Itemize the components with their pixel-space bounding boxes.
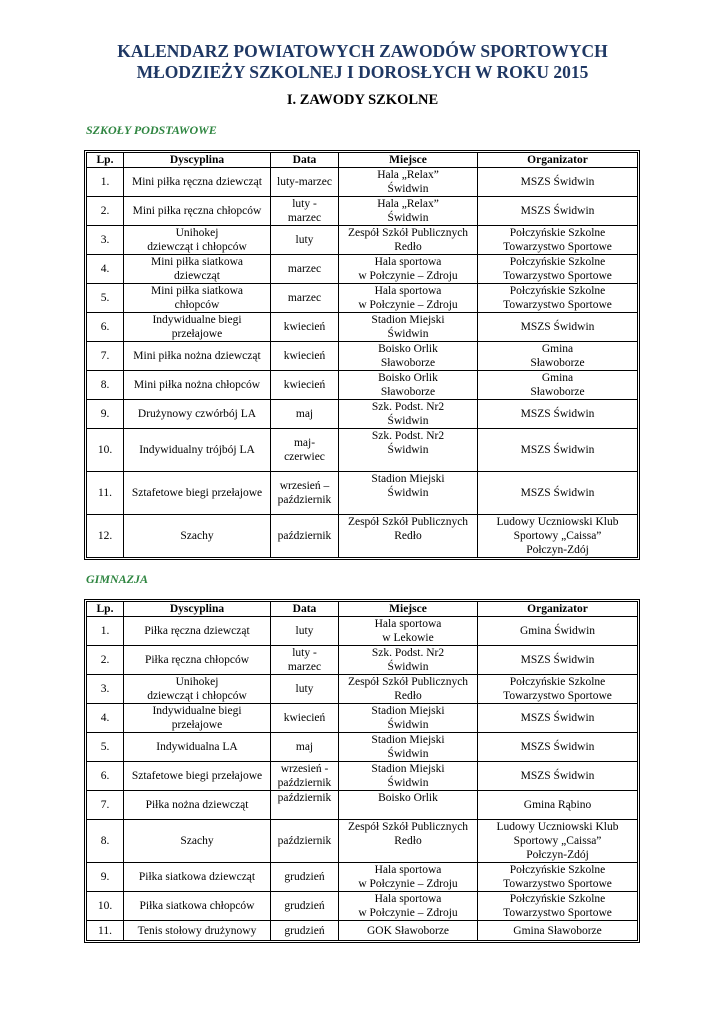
cell-miejsce (339, 617, 478, 646)
cell-dyscyplina (124, 675, 271, 704)
cell-dyscyplina (124, 313, 271, 342)
cell-lp-text: 7. (100, 350, 110, 362)
column-header-data: Data (271, 153, 339, 168)
cell-miejsce (339, 226, 478, 255)
cell-dyscyplina (124, 704, 271, 733)
cell-dyscyplina (124, 429, 271, 472)
cell-organizator (478, 762, 638, 791)
cell-lp (87, 704, 124, 733)
section-heading: I. ZAWODY SZKOLNE (286, 92, 439, 108)
cell-dyscyplina (124, 791, 271, 820)
cell-miejsce-text: Zespół Szkół Publicznych Redło (347, 516, 469, 542)
cell-lp (87, 675, 124, 704)
table-row (87, 921, 638, 941)
table-header-row (87, 153, 638, 168)
cell-miejsce-text: Hala sportowa w Połczynie – Zdroju (358, 285, 458, 311)
column-header-lp: Lp. (87, 602, 124, 617)
table-row (87, 255, 638, 284)
cell-data-text: kwiecień (283, 350, 326, 362)
cell-data (271, 762, 339, 791)
table-row (87, 371, 638, 400)
cell-organizator-text: Połczyńskie Szkolne Towarzystwo Sportowe (503, 256, 612, 282)
cell-dyscyplina-text: Piłka ręczna chłopców (144, 654, 250, 666)
cell-lp (87, 342, 124, 371)
cell-lp (87, 226, 124, 255)
cell-dyscyplina (124, 342, 271, 371)
cell-miejsce-text: Hala „Relax” Świdwin (377, 169, 439, 195)
cell-organizator-text: MSZS Świdwin (520, 408, 595, 420)
cell-data (271, 371, 339, 400)
cell-dyscyplina (124, 762, 271, 791)
column-header-organizator: Organizator (478, 153, 638, 168)
column-header-dyscyplina: Dyscyplina (124, 602, 271, 617)
cell-data (271, 921, 339, 941)
cell-organizator (478, 371, 638, 400)
cell-data (271, 400, 339, 429)
cell-miejsce-text: Szk. Podst. Nr2 Świdwin (371, 430, 445, 456)
cell-dyscyplina (124, 371, 271, 400)
column-header-organizator: Organizator (478, 602, 638, 617)
cell-lp-text: 7. (100, 799, 110, 811)
cell-data-text: wrzesień - październik (277, 763, 332, 789)
cell-miejsce (339, 197, 478, 226)
cell-organizator-text: MSZS Świdwin (520, 176, 595, 188)
cell-dyscyplina (124, 863, 271, 892)
cell-miejsce (339, 284, 478, 313)
cell-miejsce (339, 762, 478, 791)
cell-data (271, 197, 339, 226)
cell-data-text: marzec (287, 263, 322, 275)
cell-dyscyplina-text: Tenis stołowy drużynowy (137, 924, 257, 937)
table-row (87, 313, 638, 342)
cell-organizator-text: MSZS Świdwin (520, 741, 595, 753)
cell-lp (87, 733, 124, 762)
cell-miejsce (339, 646, 478, 675)
cell-data-text: grudzień (284, 900, 325, 912)
table-row (87, 342, 638, 371)
cell-dyscyplina (124, 284, 271, 313)
cell-data-text: grudzień (284, 924, 325, 937)
cell-data (271, 284, 339, 313)
cell-data (271, 733, 339, 762)
table-podstawowe (86, 152, 638, 558)
cell-organizator (478, 515, 638, 558)
cell-dyscyplina-text: Indywidualna LA (156, 741, 238, 753)
cell-lp (87, 892, 124, 921)
cell-dyscyplina (124, 226, 271, 255)
cell-miejsce-text: Stadion Miejski Świdwin (371, 763, 445, 789)
cell-lp-text: 8. (100, 379, 110, 391)
cell-dyscyplina (124, 255, 271, 284)
cell-organizator-text: Połczyńskie Szkolne Towarzystwo Sportowe (503, 227, 612, 253)
cell-miejsce (339, 342, 478, 371)
cell-organizator-text: MSZS Świdwin (520, 444, 595, 456)
cell-lp (87, 284, 124, 313)
cell-data (271, 617, 339, 646)
table-row (87, 197, 638, 226)
cell-dyscyplina-text: Mini piłka ręczna dziewcząt (132, 176, 262, 188)
table-row (87, 472, 638, 515)
column-header-lp: Lp. (87, 153, 124, 168)
section-label-podstawowe: SZKOŁY PODSTAWOWE (86, 123, 217, 137)
cell-data (271, 255, 339, 284)
cell-dyscyplina-text: Mini piłka nożna dziewcząt (133, 350, 261, 362)
cell-miejsce-text: Hala sportowa w Połczynie – Zdroju (358, 256, 458, 282)
cell-miejsce-text: Boisko Orlik Sławoborze (378, 343, 438, 369)
cell-lp (87, 255, 124, 284)
cell-data (271, 892, 339, 921)
cell-organizator (478, 284, 638, 313)
cell-organizator (478, 313, 638, 342)
cell-miejsce (339, 820, 478, 863)
cell-organizator-text: MSZS Świdwin (520, 770, 595, 782)
table-row (87, 762, 638, 791)
cell-miejsce (339, 472, 478, 515)
table-row (87, 675, 638, 704)
cell-lp (87, 820, 124, 863)
cell-miejsce (339, 400, 478, 429)
cell-organizator-text: Gmina Sławoborze (530, 343, 585, 369)
cell-dyscyplina (124, 197, 271, 226)
cell-data-text: luty - marzec (287, 198, 322, 224)
table-row (87, 863, 638, 892)
cell-organizator (478, 733, 638, 762)
cell-miejsce-text: Stadion Miejski Świdwin (371, 734, 445, 760)
cell-data-text: październik (277, 835, 332, 847)
cell-data (271, 646, 339, 675)
cell-data-text: marzec (287, 292, 322, 304)
table-row (87, 429, 638, 472)
cell-miejsce (339, 168, 478, 197)
cell-organizator (478, 646, 638, 675)
table-row (87, 617, 638, 646)
cell-lp-text: 6. (100, 770, 110, 782)
cell-dyscyplina (124, 646, 271, 675)
cell-data-text: maj- czerwiec (284, 437, 325, 463)
cell-lp-text: 2. (100, 205, 110, 217)
cell-lp-text: 5. (100, 741, 110, 753)
cell-dyscyplina-text: Piłka siatkowa dziewcząt (138, 871, 256, 883)
cell-dyscyplina-text: Mini piłka ręczna chłopców (132, 205, 262, 217)
cell-miejsce-text: GOK Sławoborze (366, 924, 450, 937)
cell-data (271, 313, 339, 342)
table-row (87, 646, 638, 675)
cell-dyscyplina-text: Indywidualny trójbój LA (139, 444, 255, 456)
cell-lp-text: 10. (97, 900, 113, 912)
cell-lp-text: 12. (97, 530, 113, 542)
cell-dyscyplina-text: Sztafetowe biegi przełajowe (131, 770, 263, 782)
cell-dyscyplina-text: Unihokej dziewcząt i chłopców (147, 227, 247, 253)
cell-miejsce-text: Hala sportowa w Lekowie (374, 618, 442, 644)
cell-lp (87, 197, 124, 226)
cell-dyscyplina-text: Szachy (180, 835, 214, 847)
table-row (87, 820, 638, 863)
cell-data-text: kwiecień (283, 379, 326, 391)
cell-lp (87, 515, 124, 558)
cell-miejsce-text: Stadion Miejski Świdwin (371, 473, 445, 499)
cell-data (271, 820, 339, 863)
cell-data (271, 472, 339, 515)
document-title-line2: MŁODZIEŻY SZKOLNEJ I DOROSŁYCH W ROKU 2015 (136, 62, 589, 82)
cell-lp-text: 6. (100, 321, 110, 333)
table-row (87, 733, 638, 762)
cell-lp-text: 2. (100, 654, 110, 666)
cell-dyscyplina-text: Piłka ręczna dziewcząt (144, 625, 250, 637)
cell-dyscyplina (124, 892, 271, 921)
cell-organizator-text: MSZS Świdwin (520, 205, 595, 217)
cell-miejsce (339, 921, 478, 941)
cell-dyscyplina (124, 515, 271, 558)
cell-organizator-text: Gmina Sławoborze (513, 924, 602, 937)
cell-miejsce (339, 704, 478, 733)
cell-lp (87, 429, 124, 472)
cell-dyscyplina-text: Mini piłka siatkowa dziewcząt (151, 256, 243, 282)
cell-data-text: wrzesień – październik (277, 480, 332, 506)
cell-lp-text: 9. (100, 871, 110, 883)
cell-miejsce-text: Szk. Podst. Nr2 Świdwin (371, 401, 445, 427)
cell-dyscyplina-text: Indywidualne biegi przełajowe (152, 314, 242, 340)
cell-miejsce-text: Zespół Szkół Publicznych Redło (347, 676, 469, 702)
cell-organizator (478, 863, 638, 892)
cell-lp-text: 11. (98, 487, 112, 499)
cell-data (271, 429, 339, 472)
cell-organizator-text: Ludowy Uczniowski Klub Sportowy „Caissa” Połczyn-Zdój (496, 821, 619, 861)
cell-organizator-text: Połczyńskie Szkolne Towarzystwo Sportowe (503, 676, 612, 702)
cell-lp-text: 11. (98, 924, 112, 937)
cell-dyscyplina-text: Piłka siatkowa chłopców (139, 900, 255, 912)
cell-data-text: luty (295, 625, 314, 637)
cell-lp (87, 313, 124, 342)
cell-lp-text: 1. (100, 176, 110, 188)
cell-miejsce-text: Hala „Relax” Świdwin (377, 198, 439, 224)
cell-miejsce-text: Stadion Miejski Świdwin (371, 705, 445, 731)
cell-organizator (478, 791, 638, 820)
cell-data (271, 515, 339, 558)
cell-miejsce-text: Boisko Orlik Sławoborze (378, 372, 438, 398)
cell-miejsce (339, 255, 478, 284)
cell-dyscyplina-text: Piłka nożna dziewcząt (145, 799, 249, 811)
section-label-gimnazja: GIMNAZJA (86, 572, 149, 586)
cell-lp-text: 9. (100, 408, 110, 420)
cell-data (271, 791, 339, 820)
cell-miejsce (339, 863, 478, 892)
cell-dyscyplina (124, 472, 271, 515)
cell-organizator (478, 675, 638, 704)
cell-miejsce (339, 892, 478, 921)
cell-dyscyplina (124, 820, 271, 863)
cell-organizator (478, 820, 638, 863)
table-header-row (87, 602, 638, 617)
cell-lp (87, 762, 124, 791)
cell-data-text: grudzień (284, 871, 325, 883)
cell-lp (87, 646, 124, 675)
table-row (87, 791, 638, 820)
cell-data-text: kwiecień (283, 321, 326, 333)
cell-data-text: maj (295, 741, 314, 753)
table-row (87, 400, 638, 429)
cell-lp-text: 10. (97, 444, 113, 456)
cell-miejsce-text: Stadion Miejski Świdwin (371, 314, 445, 340)
cell-data-text: maj (295, 408, 314, 420)
cell-dyscyplina-text: Mini piłka nożna chłopców (133, 379, 261, 391)
cell-organizator-text: Połczyńskie Szkolne Towarzystwo Sportowe (503, 285, 612, 311)
cell-data (271, 342, 339, 371)
cell-lp-text: 1. (100, 625, 110, 637)
cell-organizator-text: Połczyńskie Szkolne Towarzystwo Sportowe (503, 893, 612, 919)
cell-miejsce (339, 675, 478, 704)
cell-organizator-text: MSZS Świdwin (520, 654, 595, 666)
cell-lp (87, 168, 124, 197)
table-row (87, 704, 638, 733)
cell-dyscyplina (124, 921, 271, 941)
cell-lp-text: 4. (100, 263, 110, 275)
cell-organizator (478, 429, 638, 472)
cell-data (271, 863, 339, 892)
cell-miejsce-text: Szk. Podst. Nr2 Świdwin (371, 647, 445, 673)
cell-organizator (478, 197, 638, 226)
cell-lp-text: 5. (100, 292, 110, 304)
cell-data-text: kwiecień (283, 712, 326, 724)
table-row (87, 226, 638, 255)
cell-data (271, 168, 339, 197)
cell-miejsce (339, 733, 478, 762)
cell-lp (87, 371, 124, 400)
cell-miejsce (339, 791, 478, 820)
cell-data-text: luty - marzec (287, 647, 322, 673)
cell-organizator-text: MSZS Świdwin (520, 487, 595, 499)
cell-lp (87, 472, 124, 515)
cell-miejsce-text: Zespół Szkół Publicznych Redło (347, 821, 469, 847)
cell-organizator-text: Połczyńskie Szkolne Towarzystwo Sportowe (503, 864, 612, 890)
cell-lp (87, 921, 124, 941)
cell-data-text: luty (295, 683, 314, 695)
cell-miejsce (339, 313, 478, 342)
table-row (87, 515, 638, 558)
cell-dyscyplina-text: Sztafetowe biegi przełajowe (131, 487, 263, 499)
cell-organizator (478, 617, 638, 646)
cell-data (271, 226, 339, 255)
cell-data-text: październik (277, 792, 332, 804)
column-header-miejsce: Miejsce (339, 602, 478, 617)
cell-organizator-text: Gmina Rąbino (523, 799, 592, 811)
cell-lp (87, 863, 124, 892)
column-header-dyscyplina: Dyscyplina (124, 153, 271, 168)
cell-lp-text: 3. (100, 683, 110, 695)
cell-lp-text: 4. (100, 712, 110, 724)
cell-data (271, 675, 339, 704)
cell-lp (87, 791, 124, 820)
cell-lp-text: 8. (100, 835, 110, 847)
cell-organizator-text: Ludowy Uczniowski Klub Sportowy „Caissa” Połczyn-Zdój (496, 516, 619, 556)
cell-organizator (478, 400, 638, 429)
cell-dyscyplina-text: Szachy (180, 530, 214, 542)
cell-lp (87, 400, 124, 429)
cell-data (271, 704, 339, 733)
cell-organizator-text: MSZS Świdwin (520, 321, 595, 333)
table-gimnazja (86, 601, 638, 941)
cell-data-text: luty-marzec (277, 176, 332, 188)
cell-organizator-text: MSZS Świdwin (520, 712, 595, 724)
cell-data-text: luty (295, 234, 314, 246)
cell-organizator (478, 226, 638, 255)
document-title-line1: KALENDARZ POWIATOWYCH ZAWODÓW SPORTOWYCH (117, 41, 608, 61)
cell-dyscyplina (124, 617, 271, 646)
cell-organizator (478, 255, 638, 284)
cell-miejsce (339, 429, 478, 472)
cell-organizator (478, 921, 638, 941)
cell-miejsce-text: Boisko Orlik (378, 792, 438, 804)
cell-lp-text: 3. (100, 234, 110, 246)
cell-organizator (478, 892, 638, 921)
cell-dyscyplina (124, 168, 271, 197)
cell-organizator-text: Gmina Sławoborze (530, 372, 585, 398)
cell-dyscyplina-text: Indywidualne biegi przełajowe (152, 705, 242, 731)
cell-organizator (478, 704, 638, 733)
cell-organizator-text: Gmina Świdwin (519, 625, 596, 637)
cell-miejsce (339, 371, 478, 400)
cell-data-text: październik (277, 530, 332, 542)
cell-miejsce (339, 515, 478, 558)
column-header-data: Data (271, 602, 339, 617)
cell-miejsce-text: Zespół Szkół Publicznych Redło (347, 227, 469, 253)
table-row (87, 168, 638, 197)
column-header-miejsce: Miejsce (339, 153, 478, 168)
cell-dyscyplina (124, 733, 271, 762)
cell-miejsce-text: Hala sportowa w Połczynie – Zdroju (358, 864, 458, 890)
cell-dyscyplina (124, 400, 271, 429)
cell-organizator (478, 342, 638, 371)
cell-dyscyplina-text: Drużynowy czwórbój LA (137, 408, 257, 420)
table-row (87, 284, 638, 313)
cell-dyscyplina-text: Mini piłka siatkowa chłopców (151, 285, 243, 311)
cell-organizator (478, 472, 638, 515)
cell-dyscyplina-text: Unihokej dziewcząt i chłopców (147, 676, 247, 702)
cell-lp (87, 617, 124, 646)
cell-miejsce-text: Hala sportowa w Połczynie – Zdroju (358, 893, 458, 919)
table-row (87, 892, 638, 921)
cell-organizator (478, 168, 638, 197)
